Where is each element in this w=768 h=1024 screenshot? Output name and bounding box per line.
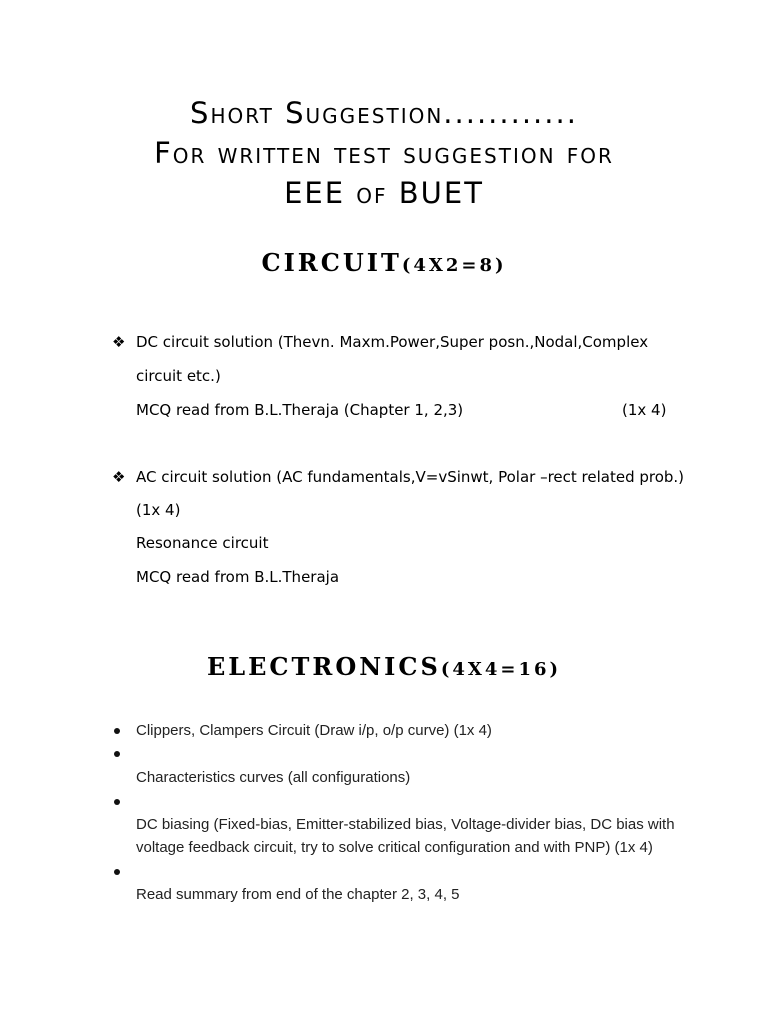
heading-line-2: For written test suggestion for — [154, 136, 614, 170]
electronics-item-3-line-1: DC biasing (Fixed-bias, Emitter-stabilized bias, Voltage-divider bias, DC bias with — [136, 816, 675, 833]
bullet-icon — [114, 751, 120, 757]
diamond-bullet-icon: ❖ — [112, 333, 126, 351]
section-name-electronics: ELECTRONICS — [206, 652, 441, 681]
heading-line-1: Short Suggestion............ — [190, 96, 578, 130]
circuit-item-1-line-2: circuit etc.) — [136, 367, 221, 385]
section-title-electronics — [0, 652, 768, 681]
heading-line-3: EEE of BUET — [284, 176, 484, 210]
circuit-item-1-mark: (1x 4) — [622, 401, 667, 419]
electronics-item-1: Clippers, Clampers Circuit (Draw i/p, o/p curve) (1x 4) — [136, 722, 492, 739]
circuit-item-2-line-1: AC circuit solution (AC fundamentals,V=vSinwt, Polar –rect related prob.) — [136, 468, 685, 486]
circuit-item-2-line-4: MCQ read from B.L.Theraja — [136, 568, 340, 586]
circuit-item-2-line-3: Resonance circuit — [136, 534, 269, 552]
bullet-icon — [114, 869, 120, 875]
electronics-item-3-line-2: voltage feedback circuit, try to solve critical configuration and with PNP) (1x 4) — [136, 839, 653, 856]
section-name-circuit: CIRCUIT — [261, 248, 402, 277]
section-marks-electronics: (4X4=16) — [440, 659, 562, 680]
electronics-item-2: Characteristics curves (all configurations) — [136, 769, 411, 786]
section-marks-circuit: (4X2=8) — [401, 255, 507, 276]
circuit-item-2-line-2: (1x 4) — [136, 501, 181, 519]
electronics-item-4: Read summary from end of the chapter 2, 3, 4, 5 — [136, 886, 460, 903]
diamond-bullet-icon: ❖ — [112, 468, 126, 486]
section-title-circuit — [0, 248, 768, 277]
circuit-item-1-line-1: DC circuit solution (Thevn. Maxm.Power,Super posn.,Nodal,Complex — [136, 333, 649, 351]
bullet-icon — [114, 728, 120, 734]
bullet-icon — [114, 799, 120, 805]
circuit-item-1-line-3: MCQ read from B.L.Theraja (Chapter 1, 2,3) — [136, 401, 464, 419]
